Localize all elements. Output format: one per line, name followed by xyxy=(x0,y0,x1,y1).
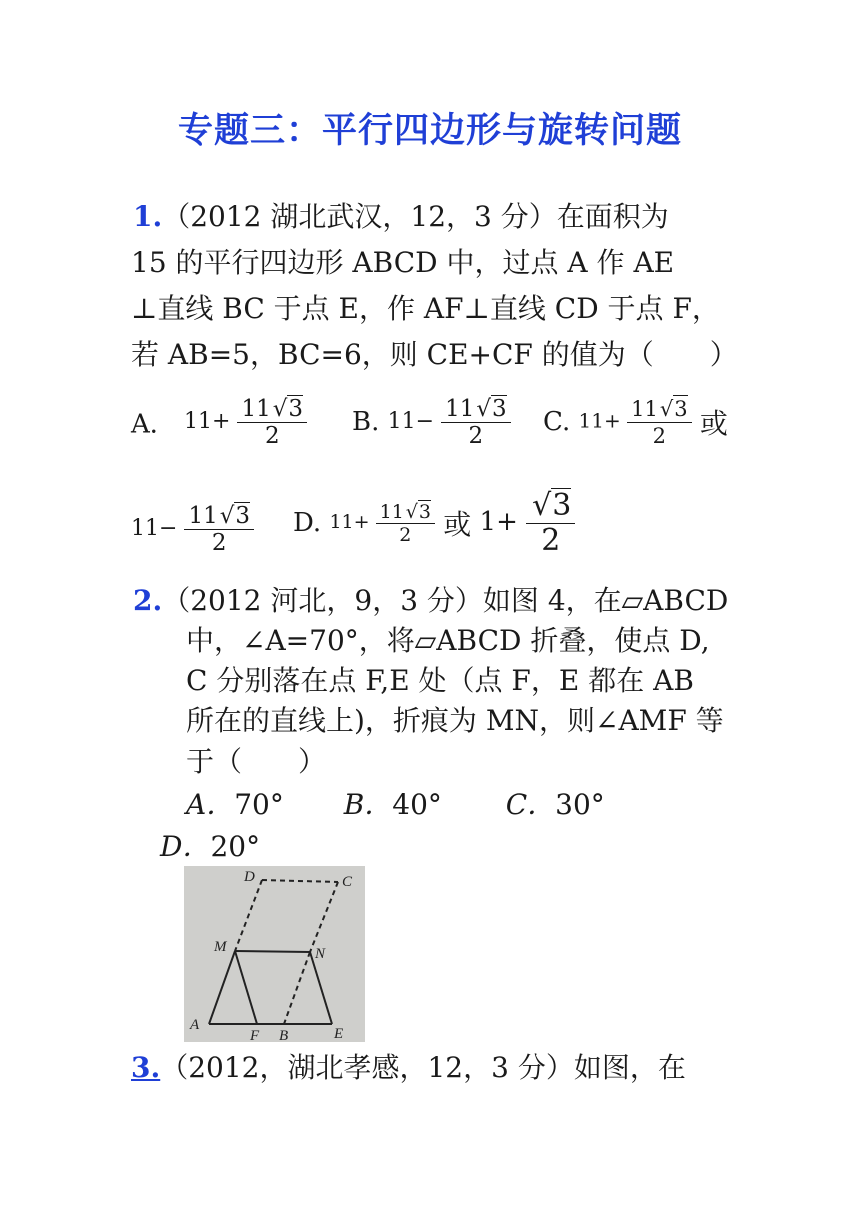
dashed-dm xyxy=(235,880,262,951)
q2-option-c-value: 30° xyxy=(555,788,605,821)
q2-option-d xyxy=(160,830,260,864)
denominator: 2 xyxy=(399,524,412,546)
numerator-coef: 11 xyxy=(188,503,218,529)
q2-option-a-label: A． xyxy=(186,788,235,821)
or-text: 或 xyxy=(443,508,472,541)
question-2-line-1 xyxy=(133,584,728,618)
q1-option-c xyxy=(543,395,728,449)
radicand: 3 xyxy=(235,503,251,529)
formula-whole: 11 xyxy=(387,409,416,434)
label-b: B xyxy=(279,1028,289,1042)
formula-sign: + xyxy=(212,409,231,434)
dashed-nb xyxy=(284,952,310,1024)
question-1-number: 1. xyxy=(133,200,163,233)
q2-option-b-label: B． xyxy=(343,788,393,821)
or-text: 或 xyxy=(699,407,728,440)
numerator-coef: 11 xyxy=(445,396,475,422)
numerator-coef: 11 xyxy=(379,501,404,523)
formula-sign: + xyxy=(603,408,621,433)
label-n: N xyxy=(315,946,326,962)
q2-option-d-label: D． xyxy=(160,830,211,863)
q1-option-d xyxy=(293,488,575,558)
line-ma xyxy=(209,951,235,1024)
q1-option-d-formula xyxy=(329,500,435,546)
q1-option-a xyxy=(131,395,307,449)
denominator: 2 xyxy=(264,423,280,449)
fraction: $\frac{11 √3}{2}$ xyxy=(376,500,435,546)
line-ne xyxy=(310,952,332,1024)
parallelogram-fold-figure xyxy=(184,866,365,1042)
q1-option-a-formula xyxy=(184,395,307,449)
question-1-line-2: 15 的平行四边形 ABCD 中，过点 A 作 AE xyxy=(131,246,675,279)
q2-option-a-value: 70° xyxy=(234,788,284,821)
question-3-text-1: （2012，湖北孝感，12，3 分）如图，在 xyxy=(160,1051,686,1084)
q1-option-c-second-formula xyxy=(131,502,254,556)
denominator: 2 xyxy=(652,424,667,448)
label-e: E xyxy=(334,1026,344,1042)
formula-whole: 1+ xyxy=(479,507,518,537)
label-a: A xyxy=(190,1017,200,1033)
label-m: M xyxy=(214,939,227,955)
q1-option-c-label: C. xyxy=(543,407,571,437)
fraction: $\frac{11√3}{2}$ xyxy=(184,502,254,556)
q1-option-b-label: B. xyxy=(352,407,380,437)
q2-option-d-value: 20° xyxy=(210,830,261,863)
question-1-text-1: （2012 湖北武汉，12，3 分）在面积为 xyxy=(162,200,669,233)
q1-option-b-formula xyxy=(388,395,511,449)
q1-option-d-second-formula xyxy=(480,488,576,558)
question-1-line-4: 若 AB=5，BC=6，则 CE+CF 的值为（ ） xyxy=(131,338,738,371)
question-2-line-3: C 分别落在点 F,E 处（点 F，E 都在 AB xyxy=(186,664,694,697)
q1-option-d-label: D. xyxy=(293,508,322,538)
q2-option-c-label: C． xyxy=(505,788,556,821)
question-3-line-1 xyxy=(131,1051,686,1085)
q1-option-a-label: A． xyxy=(131,409,176,440)
question-1-line-1 xyxy=(133,200,669,234)
fraction: $\frac{11√3}{2}$ xyxy=(627,395,692,449)
fraction: $\frac{11√3}{2}$ xyxy=(237,395,307,449)
label-d: D xyxy=(244,869,255,885)
q1-option-b xyxy=(352,395,511,449)
q2-options-row xyxy=(186,788,605,822)
label-c: C xyxy=(342,874,353,890)
formula-sign: − xyxy=(415,409,435,434)
question-2-number: 2. xyxy=(133,584,163,617)
numerator-coef: 11 xyxy=(241,396,271,422)
question-2-line-5: 于（ ） xyxy=(186,745,327,778)
numerator-coef: 11 xyxy=(631,397,658,421)
dashed-cn xyxy=(310,882,338,952)
question-2-line-4: 所在的直线上)，折痕为 MN，则∠AMF 等 xyxy=(186,704,724,737)
question-3-number: 3. xyxy=(131,1051,161,1084)
radicand: 3 xyxy=(674,397,688,421)
page-title: 专题三：平行四边形与旋转问题 xyxy=(177,110,682,151)
radicand: 3 xyxy=(552,488,572,523)
fraction: $\frac{√3}{2}$ xyxy=(526,488,575,558)
formula-whole: 11 xyxy=(578,408,604,433)
fold-line-mn xyxy=(235,951,310,952)
dashed-dc xyxy=(262,880,338,882)
figure-diagram xyxy=(184,866,365,1042)
formula-whole: 11 xyxy=(329,511,354,533)
formula-sign: + xyxy=(353,511,370,533)
fraction: $\frac{11√3}{2}$ xyxy=(441,395,511,449)
radicand: 3 xyxy=(492,396,507,422)
question-1-line-3: ⊥直线 BC 于点 E，作 AF⊥直线 CD 于点 F， xyxy=(131,292,720,325)
denominator: 2 xyxy=(541,523,561,558)
q1-option-c-formula xyxy=(579,395,692,449)
radicand: 3 xyxy=(288,396,304,422)
line-mf xyxy=(235,951,257,1024)
formula-sign: − xyxy=(159,516,178,541)
question-2-text-1: （2012 河北，9，3 分）如图 4，在▱ABCD xyxy=(162,584,729,617)
question-2-line-2: 中，∠A=70°，将▱ABCD 折叠，使点 D, xyxy=(186,624,710,657)
label-f: F xyxy=(250,1028,260,1042)
formula-whole: 11 xyxy=(131,516,159,541)
formula-whole: 11 xyxy=(184,409,213,434)
q2-option-b-value: 40° xyxy=(392,788,442,821)
radicand: 3 xyxy=(418,501,431,523)
denominator: 2 xyxy=(211,530,227,556)
denominator: 2 xyxy=(468,423,484,449)
q1-option-c-continued xyxy=(131,502,254,556)
